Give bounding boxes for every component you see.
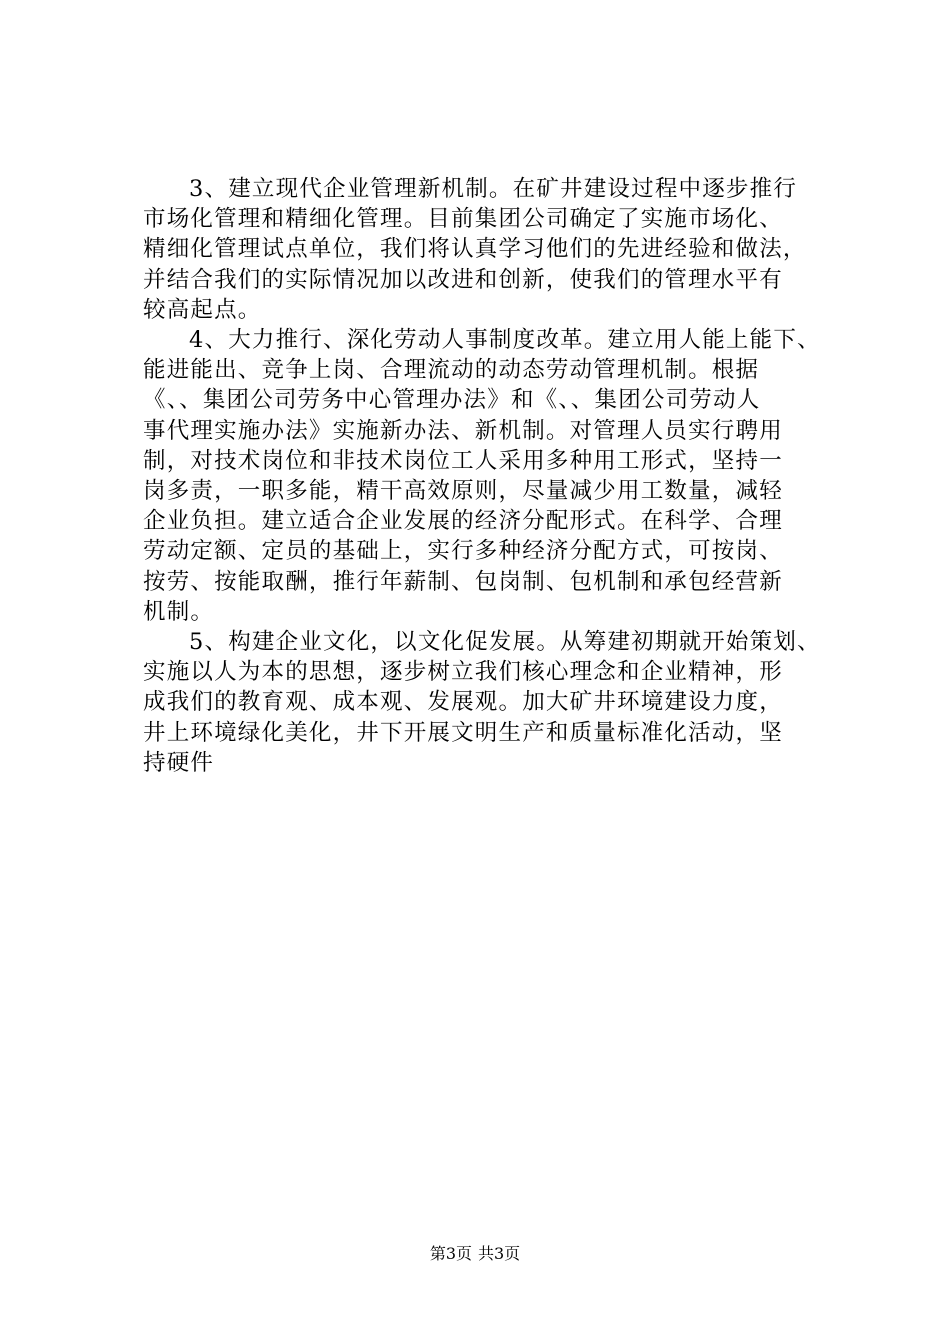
paragraph-line: 企业负担。建立适合企业发展的经济分配形式。在科学、合理: [143, 508, 783, 535]
document-body: [143, 174, 855, 778]
paragraph-line: 机制。: [143, 598, 215, 625]
paragraph-4: [143, 325, 855, 627]
paragraph-line: 持硬件: [143, 749, 215, 776]
paragraph-5: [143, 627, 855, 778]
page-footer: [0, 1244, 950, 1264]
paragraph-3: [143, 174, 855, 325]
paragraph-line: 按劳、按能取酬，推行年薪制、包岗制、包机制和承包经营新: [143, 568, 783, 595]
paragraph-line: 劳动定额、定员的基础上，实行多种经济分配方式，可按岗、: [143, 538, 783, 565]
paragraph-line: 市场化管理和精细化管理。目前集团公司确定了实施市场化、: [143, 206, 783, 233]
paragraph-line: 较高起点。: [143, 296, 262, 323]
paragraph-line: 事代理实施办法》实施新办法、新机制。对管理人员实行聘用: [143, 417, 783, 444]
paragraph-line: 3、建立现代企业管理新机制。在矿井建设过程中逐步推行: [189, 176, 798, 202]
paragraph-line: 实施以人为本的思想，逐步树立我们核心理念和企业精神，形: [143, 659, 783, 686]
paragraph-line: 岗多责，一职多能，精干高效原则，尽量减少用工数量，减轻: [143, 478, 783, 505]
paragraph-line: 精细化管理试点单位，我们将认真学习他们的先进经验和做法，: [143, 236, 807, 263]
paragraph-line: 5、构建企业文化，以文化促发展。从筹建初期就开始策划、: [189, 629, 821, 656]
paragraph-line: 4、大力推行、深化劳动人事制度改革。建立用人能上能下、: [189, 327, 821, 354]
page-number: 第3页: [429, 1244, 472, 1263]
paragraph-line: 能进能出、竞争上岗、合理流动的动态劳动管理机制。根据: [143, 357, 760, 384]
paragraph-line: 制，对技术岗位和非技术岗位工人采用多种用工形式，坚持一: [143, 447, 783, 474]
paragraph-line: 成我们的教育观、成本观、发展观。加大矿井环境建设力度，: [143, 689, 783, 716]
paragraph-line: 井上环境绿化美化，井下开展文明生产和质量标准化活动，坚: [143, 719, 783, 746]
paragraph-line: 《、、集团公司劳务中心管理办法》和《、、集团公司劳动人: [143, 387, 761, 414]
page-total: 共3页: [478, 1244, 521, 1263]
paragraph-line: 并结合我们的实际情况加以改进和创新，使我们的管理水平有: [143, 266, 783, 293]
